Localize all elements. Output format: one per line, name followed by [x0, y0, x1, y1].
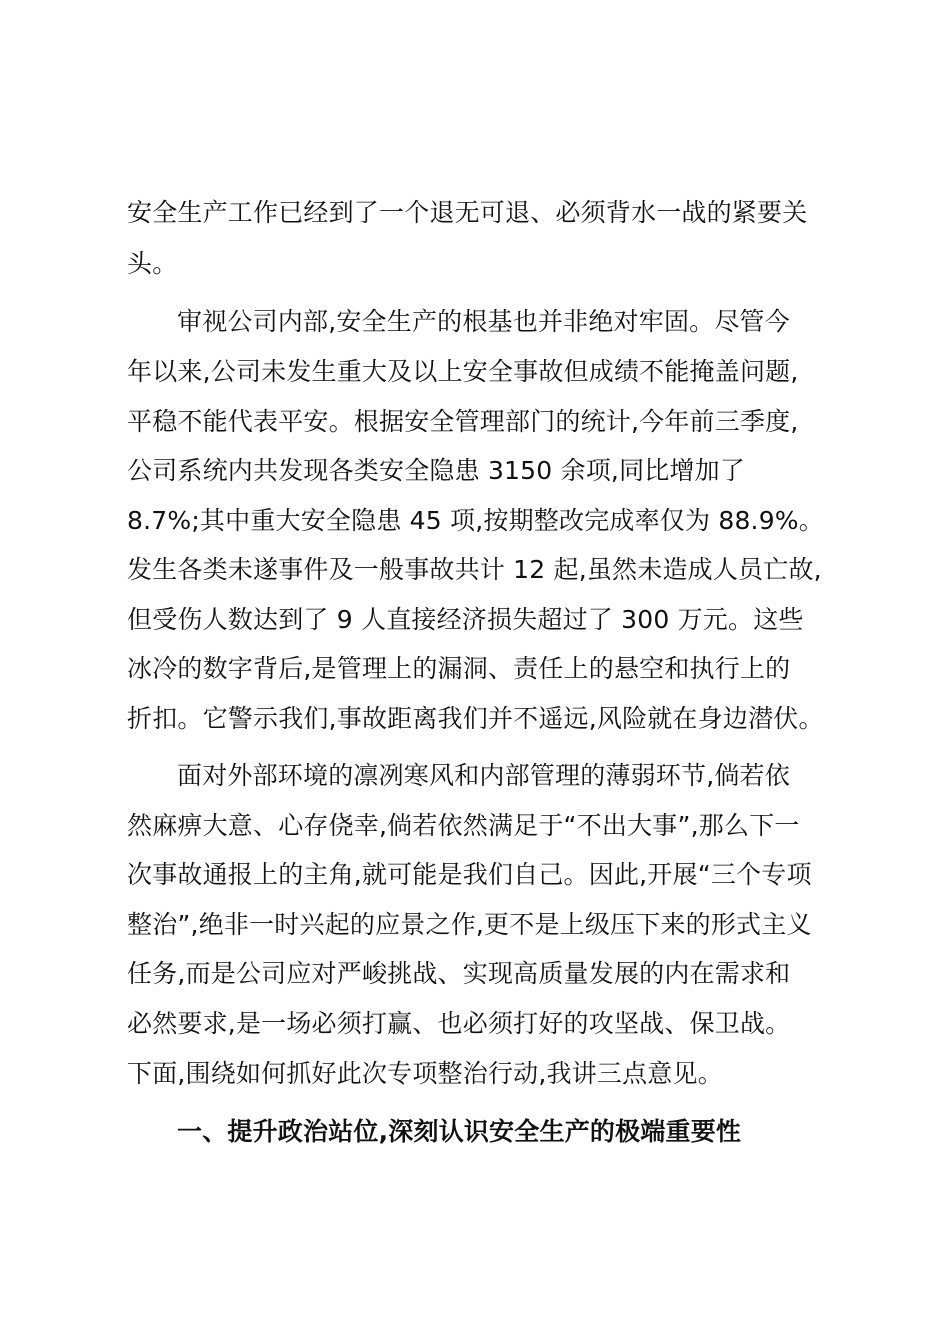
- paragraph-2-line-3: 平稳不能代表平安。根据安全管理部门的统计,今年前三季度,: [127, 407, 799, 436]
- section-heading: 一、提升政治站位,深刻认识安全生产的极端重要性: [177, 1117, 742, 1146]
- paragraph-1-line-2: 头。: [127, 249, 178, 278]
- paragraph-3-line-4: 整治”,绝非一时兴起的应景之作,更不是上级压下来的形式主义: [127, 910, 812, 939]
- paragraph-3-line-3: 次事故通报上的主角,就可能是我们自己。因此,开展“三个专项: [127, 860, 812, 889]
- paragraph-2-line-8: 冰冷的数字背后,是管理上的漏洞、责任上的悬空和执行上的: [127, 654, 791, 683]
- paragraph-3-line-7: 下面,围绕如何抓好此次专项整治行动,我讲三点意见。: [127, 1059, 723, 1088]
- paragraph-2-line-6: 发生各类未遂事件及一般事故共计 12 起,虽然未造成人员亡故,: [127, 555, 822, 584]
- paragraph-3-line-5: 任务,而是公司应对严峻挑战、实现高质量发展的内在需求和: [127, 959, 791, 988]
- paragraph-3-line-6: 必然要求,是一场必须打赢、也必须打好的攻坚战、保卫战。: [127, 1009, 791, 1038]
- paragraph-2-line-4: 公司系统内共发现各类安全隐患 3150 余项,同比增加了: [127, 456, 746, 485]
- paragraph-3-line-2: 然麻痹大意、心存侥幸,倘若依然满足于“不出大事”,那么下一: [127, 811, 800, 840]
- paragraph-2-line-1: 审视公司内部,安全生产的根基也并非绝对牢固。尽管今: [177, 307, 790, 336]
- paragraph-2-line-9: 折扣。它警示我们,事故距离我们并不遥远,风险就在身边潜伏。: [127, 704, 824, 733]
- paragraph-2-line-2: 年以来,公司未发生重大及以上安全事故但成绩不能掩盖问题,: [127, 357, 799, 386]
- paragraph-2-line-7: 但受伤人数达到了 9 人直接经济损失超过了 300 万元。这些: [127, 605, 804, 634]
- paragraph-2-line-5: 8.7%;其中重大安全隐患 45 项,按期整改完成率仅为 88.9%。: [127, 506, 824, 535]
- paragraph-1-line-1: 安全生产工作已经到了一个退无可退、必须背水一战的紧要关: [127, 198, 808, 227]
- paragraph-3-line-1: 面对外部环境的凛冽寒风和内部管理的薄弱环节,倘若依: [177, 761, 790, 790]
